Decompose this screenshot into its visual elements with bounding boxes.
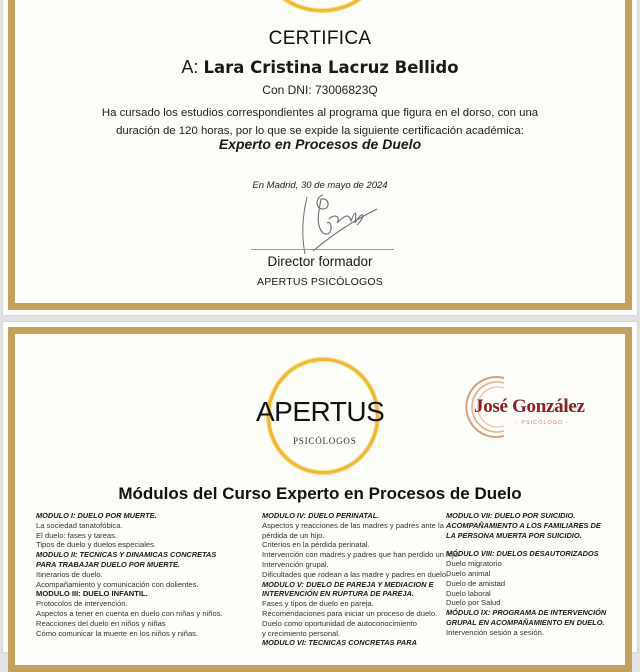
module-heading: MODULO V: DUELO DE PAREJA Y MEDIACION E [262,579,434,589]
jose-gonzalez-logo [458,372,608,442]
module-topic: Duelo de amistad [446,578,506,588]
certificate-title: CERTIFICA [268,28,372,49]
module-topic: Aspectos y reacciones de las madres y padres ante la [262,520,444,530]
module-topic: Dificultades que rodean a las madre y padres en duelo. [262,569,449,579]
jose-gonzalez-name: José González [474,396,585,417]
module-topic: Duelo como oportunidad de autoconocimiento [262,618,417,628]
module-topic: Aspectos a tener en cuenta en duelo con niñas y niños. [36,608,223,618]
module-topic: Protocolos de intervención. [36,599,128,609]
module-heading: MÓDULO IX: PROGRAMA DE INTERVENCIÓN [446,608,607,618]
module-topic: y crecimiento personal. [262,628,341,638]
certificate-front-page [3,0,637,315]
apertus-logo-sub: PSICÓLOGOS [293,436,357,446]
spacer [446,540,606,549]
apertus-logo [253,356,393,476]
module-topic: Cómo comunicar la muerte en los niños y niñas. [36,628,199,638]
signature-line [251,249,394,250]
jose-gonzalez-sub: - PSICÓLOGO - [516,420,569,426]
module-heading: MODULO I: DUELO POR MUERTE. [36,511,157,520]
module-topic: Duelo por Salud [446,598,501,608]
modules-column-2 [262,511,460,648]
modules-title: Módulos del Curso Experto en Procesos de Duelo [118,484,522,503]
recipient-line [3,57,637,78]
modules-column-1 [36,511,223,638]
module-topic: Criterios en la pérdida perinatal. [262,540,370,550]
module-topic: Acompañamiento y comunicación con dolientes. [36,579,199,589]
module-topic: Intervención sesión a sesión. [446,627,544,637]
module-topic: Recomendaciones para iniciar un proceso de duelo. [262,608,438,618]
module-heading: MODULO II: TECNICAS Y DINAMICAS CONCRETAS [36,550,217,560]
recipient-dni: Con DNI: 73006823Q [262,83,378,97]
place-date: En Madrid, 30 de mayo de 2024 [252,180,388,191]
module-topic: Duelo laboral [446,588,491,598]
module-heading: LA PERSONA MUERTA POR SUICIDIO. [446,530,582,540]
module-heading: PARA TRABAJAR DUELO POR MUERTE. [36,559,180,569]
module-topic: Duelo animal [446,568,491,578]
module-heading: GRUPAL EN ACOMPAÑAMIENTO EN DUELO. [446,617,605,627]
certificate-back-page [3,322,637,652]
module-topic: Intervención con madres y padres que han perdido un hijo. [262,550,460,560]
module-heading: MODULO III: DUELO INFANTIL. [36,589,148,599]
body-line-2: duración de 120 horas, por lo que se expide la siguiente certificación académica: [116,125,524,137]
module-heading: MODULO IV: DUELO PERINATAL. [262,511,380,520]
body-line-1: Ha cursado los estudios correspondientes al programa que figura en el dorso, con una [101,107,539,119]
certificate-body [3,104,637,140]
module-topic: La sociedad tanatofóbica. [36,520,123,530]
module-heading: MÓDULO VIII: DUELOS DESAUTORIZADOS [446,549,599,559]
module-heading: MODULO VII: DUELO POR SUICIDIO. [446,511,576,520]
module-topic: Duelo migratorio [446,559,502,569]
module-topic: El duelo: fases y tareas. [36,530,118,540]
module-heading: MODULO VI: TECNICAS CONCRETAS PARA [262,638,417,648]
recipient-name: Lara Cristina Lacruz Bellido [203,58,459,77]
modules-column-3 [446,511,606,638]
module-heading: INTERVENCIÓN EN RUPTURA DE PAREJA. [262,589,414,599]
module-topic: Reacciones del duelo en niños y niñas [36,618,166,628]
signer-organization: APERTUS PSICÓLOGOS [257,276,383,288]
recipient-prefix: A: [181,57,199,77]
module-topic: Itinerarios de duelo. [36,569,103,579]
module-heading: ACOMPAÑAMIENTO A LOS FAMILIARES DE [446,520,601,530]
module-topic: Tipos de duelo y duelos especiales. [36,540,157,550]
module-topic: Intervención grupal. [262,559,329,569]
course-name: Experto en Procesos de Duelo [218,136,422,152]
apertus-logo-word: APERTUS [256,396,385,427]
signer-role: Director formador [267,254,373,269]
module-topic: pérdida de un hijo. [262,530,325,540]
module-topic: Fases y tipos de duelo en pareja. [262,599,374,609]
